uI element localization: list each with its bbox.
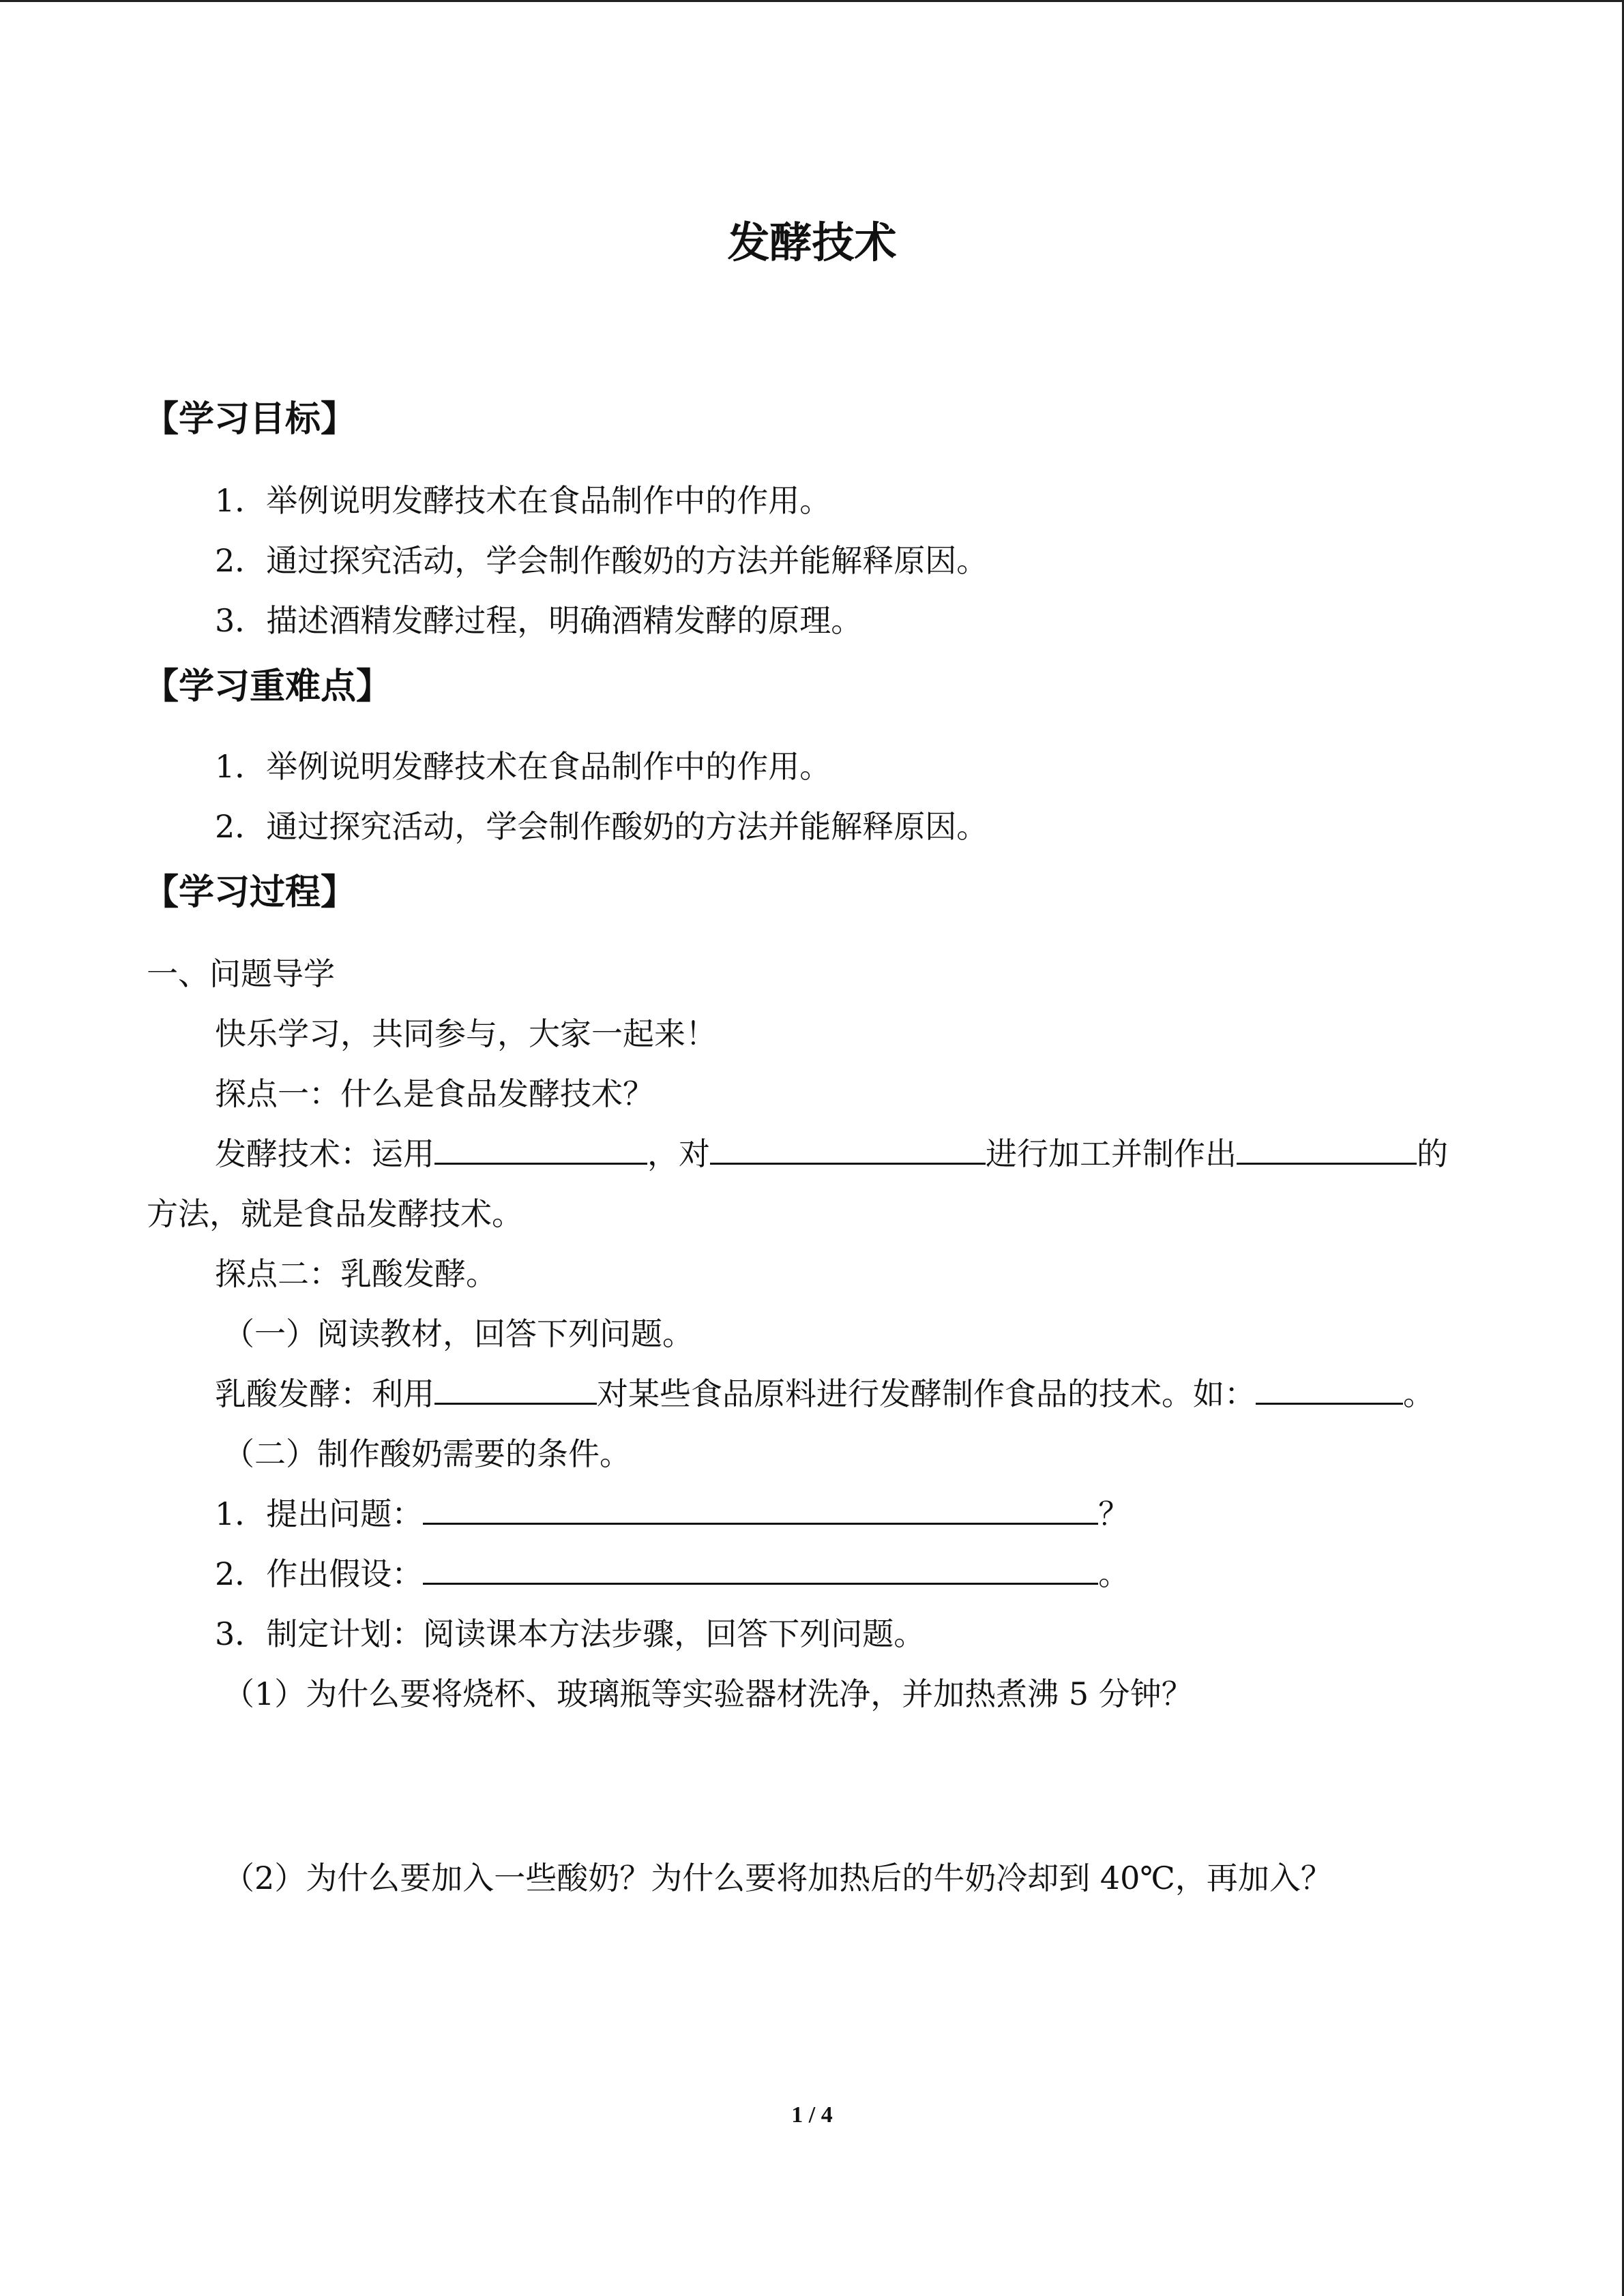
question-label-2: 2．作出假设： xyxy=(215,1555,424,1592)
goal-item-3: 3．描述酒精发酵过程，明确酒精发酵的原理。 xyxy=(215,602,863,639)
lactic-text-b: 对某些食品原料进行发酵制作食品的技术。如： xyxy=(597,1375,1256,1412)
heading-key-points: 【学习重难点】 xyxy=(143,666,392,707)
lactic-text-c: 。 xyxy=(1403,1375,1434,1412)
plan-question-2: （2）为什么要加入一些酸奶？为什么要将加热后的牛奶冷却到 40℃，再加入？ xyxy=(223,1860,1332,1896)
blank-bacteria[interactable] xyxy=(434,1375,597,1405)
blank-product[interactable] xyxy=(1237,1135,1417,1165)
blank-question[interactable] xyxy=(423,1495,1098,1525)
question-line-3: 3．制定计划：阅读课本方法步骤，回答下列问题。 xyxy=(215,1615,926,1652)
heading-learning-goals: 【学习目标】 xyxy=(143,398,357,440)
goal-item-1: 1．举例说明发酵技术在食品制作中的作用。 xyxy=(215,482,831,519)
question-end-2: 。 xyxy=(1098,1555,1130,1592)
question-line-1 xyxy=(215,1489,1130,1534)
lactic-text-a: 乳酸发酵：利用 xyxy=(215,1375,434,1412)
point-two-title: 探点二：乳酸发酵。 xyxy=(215,1255,497,1292)
definition-text-d: 的 xyxy=(1417,1135,1448,1172)
definition-text-a: 发酵技术：运用 xyxy=(215,1135,434,1172)
blank-hypothesis[interactable] xyxy=(423,1555,1098,1585)
subsection-one: （一）阅读教材，回答下列问题。 xyxy=(223,1315,694,1352)
key-point-item-2: 2．通过探究活动，学会制作酸奶的方法并能解释原因。 xyxy=(215,808,988,845)
heading-learning-process: 【学习过程】 xyxy=(143,871,357,913)
document-title: 发酵技术 xyxy=(727,218,897,267)
question-end-1: ？ xyxy=(1098,1495,1130,1532)
question-line-2 xyxy=(215,1549,1130,1594)
blank-material[interactable] xyxy=(710,1135,986,1165)
key-point-item-1: 1．举例说明发酵技术在食品制作中的作用。 xyxy=(215,748,831,785)
definition-continuation: 方法，就是食品发酵技术。 xyxy=(147,1195,523,1232)
point-one-title: 探点一：什么是食品发酵技术？ xyxy=(215,1075,654,1112)
blank-method[interactable] xyxy=(434,1135,647,1165)
question-label-1: 1．提出问题： xyxy=(215,1495,424,1532)
lactic-line xyxy=(215,1369,1434,1414)
definition-line xyxy=(215,1129,1448,1174)
plan-question-1: （1）为什么要将烧杯、玻璃瓶等实验器材洗净，并加热煮沸 5 分钟？ xyxy=(223,1675,1193,1712)
subsection-two: （二）制作酸奶需要的条件。 xyxy=(223,1435,631,1472)
page-number: 1 / 4 xyxy=(791,2102,833,2128)
blank-example[interactable] xyxy=(1256,1375,1403,1405)
goal-item-2: 2．通过探究活动，学会制作酸奶的方法并能解释原因。 xyxy=(215,542,988,579)
definition-text-b: ，对 xyxy=(647,1135,710,1172)
definition-text-c: 进行加工并制作出 xyxy=(986,1135,1237,1172)
intro-text: 快乐学习，共同参与，大家一起来！ xyxy=(215,1015,717,1052)
part-one-title: 一、问题导学 xyxy=(147,955,335,992)
